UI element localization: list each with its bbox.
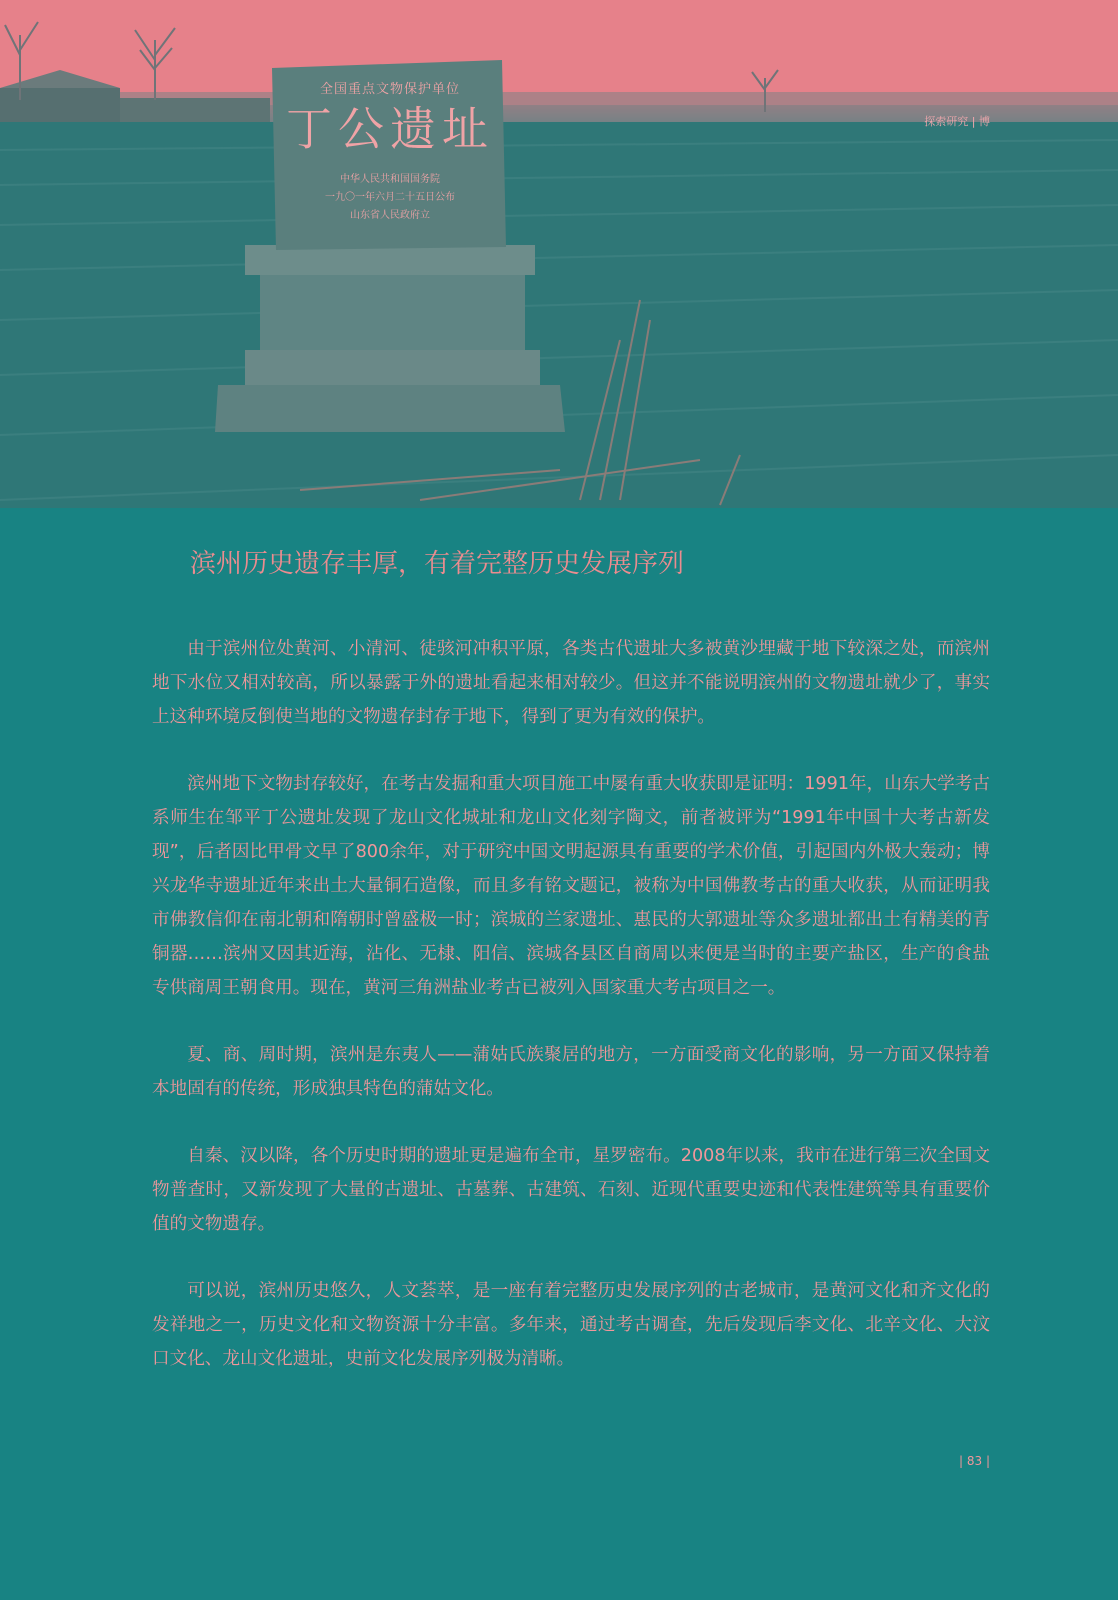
article-paragraph-3: 夏、商、周时期，滨州是东夷人——蒲姑氏族聚居的地方，一方面受商文化的影响，另一方面又保持着本地固有的传统，形成独具特色的蒲姑文化。 (152, 1045, 990, 1099)
stele-line-4: 一九〇一年六月二十五日公布 (325, 192, 455, 203)
article-heading: 滨州历史遗存丰厚，有着完整历史发展序列 (190, 549, 685, 579)
page-number: | 83 | (959, 1454, 990, 1468)
stele-line-3: 中华人民共和国国务院 (340, 174, 440, 185)
pedestal-base (215, 385, 565, 432)
article-paragraph-2: 滨州地下文物封存较好，在考古发掘和重大项目施工中屡有重大收获即是证明：1991年，山东大学考古系师生在邹平丁公遗址发现了龙山文化城址和龙山文化刻字陶文，前者被评为“1991年中国十大考古新发现”，后者因比甲骨文早了800余年，对于研究中国文明起源具有重要的学术价值，引起国内外极大轰动；博兴龙华寺遗址近年来出土大量铜石造像，而且多有铭文题记，被称为中国佛教考古的重大收获，从而证明我市佛教信仰在南北朝和隋朝时曾盛极一时；滨城的兰家遗址、惠民的大郭遗址等众多遗址都出土有精美的青铜器……滨州又因其近海，沾化、无棣、阳信、滨城各县区自商周以来便是当时的主要产盐区，生产的食盐专供商周王朝食用。现在，黄河三角洲盐业考古已被列入国家重大考古项目之一。 (152, 774, 990, 998)
stele-field-illustration (0, 0, 1118, 508)
article-paragraph-5: 可以说，滨州历史悠久，人文荟萃，是一座有着完整历史发展序列的古老城市，是黄河文化和齐文化的发祥地之一，历史文化和文物资源十分丰富。多年来，通过考古调查，先后发现后李文化、北辛文化、大汶口文化、龙山文化遗址，史前文化发展序列极为清晰。 (152, 1281, 990, 1369)
article-paragraph-1: 由于滨州位处黄河、小清河、徒骇河冲积平原，各类古代遗址大多被黄沙埋藏于地下较深之处，而滨州地下水位又相对较高，所以暴露于外的遗址看起来相对较少。但这并不能说明滨州的文物遗址就少了，事实上这种环境反倒使当地的文物遗存封存于地下，得到了更为有效的保护。 (152, 639, 990, 727)
stele-inscription (280, 78, 500, 225)
article (152, 540, 990, 1409)
section-label: 探索研究 | 博 (924, 115, 990, 128)
article-paragraph-4: 自秦、汉以降，各个历史时期的遗址更是遍布全市，星罗密布。2008年以来，我市在进行第三次全国文物普查时，又新发现了大量的古遗址、古墓葬、古建筑、石刻、近现代重要史迹和代表性建筑等具有重要价值的文物遗存。 (152, 1146, 990, 1234)
pedestal-middle (260, 275, 525, 350)
stele-line-1: 全国重点文物保护单位 (319, 82, 460, 97)
stele-line-2: 丁公遗址 (286, 102, 494, 156)
pedestal-step (245, 350, 540, 385)
hero-photo (0, 0, 1118, 508)
stele-line-5: 山东省人民政府立 (350, 210, 430, 221)
